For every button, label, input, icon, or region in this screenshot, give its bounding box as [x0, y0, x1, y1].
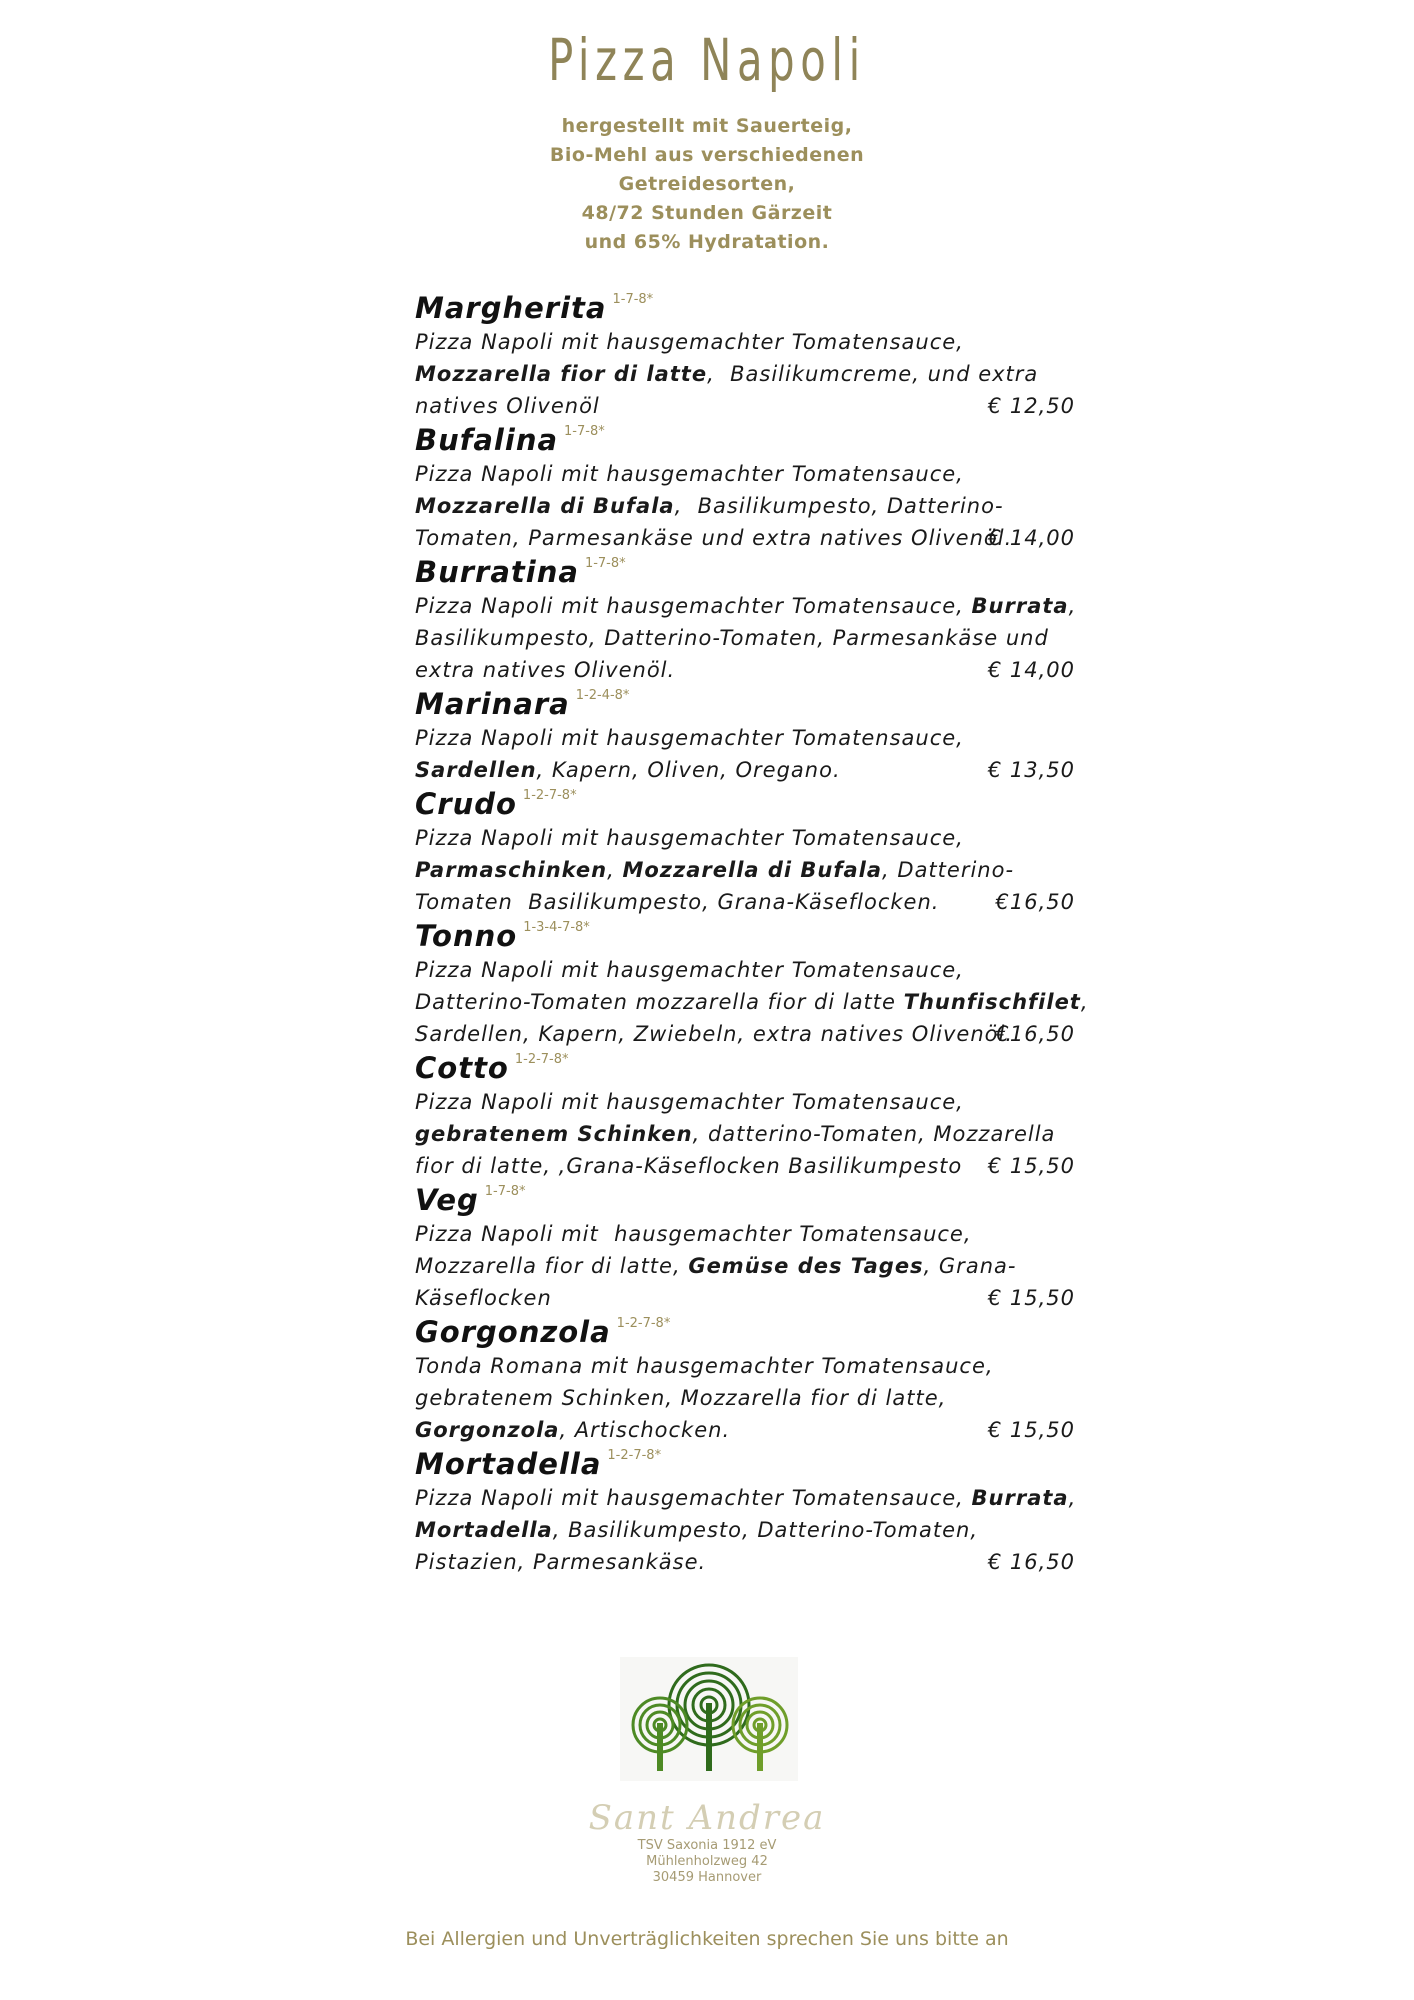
trees-logo-icon — [620, 1657, 798, 1781]
menu-item-header — [415, 422, 1115, 458]
allergen-codes: 1-7-8* — [484, 1184, 526, 1199]
description-text: Pizza Napoli mit hausgemachter Tomatensauce, — [415, 594, 972, 618]
description-line — [415, 590, 1115, 622]
menu-item-header — [415, 1182, 1115, 1218]
description-text: , Grana- — [923, 1254, 1017, 1278]
allergen-codes: 1-7-8* — [584, 556, 626, 571]
allergen-codes: 1-3-4-7-8* — [523, 920, 590, 935]
menu-item-header — [415, 686, 1115, 722]
menu-item-header — [415, 554, 1115, 590]
description-text: Pizza Napoli mit hausgemachter Tomatensauce, — [415, 1090, 964, 1114]
menu-item — [415, 554, 1115, 686]
description-text: , datterino-Tomaten, Mozzarella — [692, 1122, 1056, 1146]
allergen-codes: 1-2-7-8* — [514, 1052, 569, 1067]
menu-item-header — [415, 786, 1115, 822]
allergen-codes: 1-2-7-8* — [616, 1316, 671, 1331]
description-text: Pistazien, Parmesankäse. — [415, 1550, 707, 1574]
pizza-description — [415, 458, 1115, 554]
pizza-name: Gorgonzola — [415, 1315, 611, 1349]
pizza-description — [415, 954, 1115, 1050]
pizza-menu-list — [415, 290, 1115, 1578]
subtitle-line: Bio-Mehl aus verschiedenen — [549, 144, 865, 166]
description-line — [415, 490, 1115, 522]
pizza-description — [415, 326, 1115, 422]
pizza-price: € 15,50 — [987, 1418, 1075, 1442]
allergen-codes: 1-2-7-8* — [522, 788, 577, 803]
pizza-price: € 14,00 — [987, 526, 1075, 550]
description-line — [415, 1250, 1115, 1282]
pizza-name: Tonno — [415, 919, 518, 953]
description-text: gebratenem Schinken, Mozzarella fior di latte, — [415, 1386, 947, 1410]
subtitle-line: Getreidesorten, — [618, 173, 796, 195]
subtitle-line: hergestellt mit Sauerteig, — [561, 115, 853, 137]
pizza-price: € 16,50 — [987, 1550, 1075, 1574]
description-line — [415, 1482, 1115, 1514]
description-text: , Artischocken. — [559, 1418, 731, 1442]
subtitle-line: und 65% Hydratation. — [584, 231, 830, 253]
menu-item — [415, 1182, 1115, 1314]
description-line — [415, 458, 1115, 490]
menu-item-header — [415, 290, 1115, 326]
menu-item-header — [415, 1314, 1115, 1350]
allergen-codes: 1-2-4-8* — [575, 688, 630, 703]
allergen-codes: 1-7-8* — [564, 424, 605, 439]
description-line — [415, 326, 1115, 358]
pizza-description — [415, 1350, 1115, 1446]
menu-item-header — [415, 1446, 1115, 1482]
menu-item-header — [415, 1050, 1115, 1086]
pizza-name: Cotto — [415, 1051, 509, 1085]
description-line — [415, 1086, 1115, 1118]
description-text: extra natives Olivenöl. — [415, 658, 676, 682]
description-text: Tomaten, Parmesankäse und extra natives Olivenöl. — [415, 526, 1013, 550]
description-text: Tomaten Basilikumpesto, Grana-Käseflocken. — [415, 890, 940, 914]
description-text: , — [1068, 1486, 1077, 1510]
description-text: , — [1068, 594, 1077, 618]
description-text: Sardellen, Kapern, Zwiebeln, extra natives Olivenöl. — [415, 1022, 1014, 1046]
description-text: fior di latte, ,Grana-Käseflocken Basilikumpesto — [415, 1154, 963, 1178]
pizza-name: Bufalina — [415, 423, 559, 457]
allergen-codes: 1-2-7-8* — [607, 1448, 662, 1463]
ingredient-highlight: Gemüse des Tages — [688, 1254, 924, 1278]
description-text: Pizza Napoli mit hausgemachter Tomatensauce, — [415, 958, 964, 982]
menu-item-header — [415, 918, 1115, 954]
description-text: , Basilikumpesto, Datterino- — [674, 494, 1004, 518]
menu-item — [415, 1050, 1115, 1182]
pizza-name: Burratina — [415, 555, 579, 589]
description-line — [415, 358, 1115, 390]
menu-item — [415, 1446, 1115, 1578]
menu-item — [415, 686, 1115, 786]
description-line — [415, 1382, 1115, 1414]
description-text: Basilikumpesto, Datterino-Tomaten, Parmesankäse und — [415, 626, 1049, 650]
pizza-name: Margherita — [415, 291, 607, 325]
description-text: Pizza Napoli mit hausgemachter Tomatensauce, — [415, 1222, 972, 1246]
ingredient-highlight: Mozzarella di Bufala — [622, 858, 883, 882]
menu-item — [415, 786, 1115, 918]
pizza-name: Crudo — [415, 787, 517, 821]
ingredient-highlight: Burrata — [971, 1486, 1069, 1510]
description-text: Pizza Napoli mit hausgemachter Tomatensauce, — [415, 1486, 972, 1510]
address-line: 30459 Hannover — [652, 1870, 762, 1885]
description-text: Pizza Napoli mit hausgemachter Tomatensauce, — [415, 462, 964, 486]
description-line — [415, 986, 1115, 1018]
pizza-description — [415, 1482, 1115, 1578]
menu-item — [415, 918, 1115, 1050]
address-line: Mühlenholzweg 42 — [646, 1854, 768, 1869]
subtitle-line: 48/72 Stunden Gärzeit — [581, 202, 833, 224]
sant-andrea-logo — [620, 1657, 798, 1781]
allergen-codes: 1-7-8* — [612, 292, 654, 307]
description-text: , Basilikumcreme, und extra — [707, 362, 1039, 386]
address-line: TSV Saxonia 1912 eV — [637, 1838, 777, 1853]
pizza-name: Veg — [415, 1183, 479, 1217]
description-text: Mozzarella fior di latte, — [415, 1254, 689, 1278]
description-line — [415, 854, 1115, 886]
ingredient-highlight: gebratenem Schinken — [415, 1122, 693, 1146]
pizza-description — [415, 1086, 1115, 1182]
pizza-price: € 15,50 — [987, 1286, 1075, 1310]
description-text: , — [1080, 990, 1089, 1014]
description-text: Datterino-Tomaten mozzarella fior di latte — [415, 990, 904, 1014]
pizza-price: € 12,50 — [987, 394, 1075, 418]
description-line — [415, 1218, 1115, 1250]
menu-item — [415, 290, 1115, 422]
menu-title: Pizza Napoli — [548, 26, 866, 94]
pizza-description — [415, 822, 1115, 918]
ingredient-highlight: Mozzarella fior di latte — [415, 362, 708, 386]
pizza-price: €16,50 — [995, 1022, 1075, 1046]
ingredient-highlight: Sardellen — [415, 758, 537, 782]
ingredient-highlight: Thunfischfilet — [903, 990, 1081, 1014]
description-text: Pizza Napoli mit hausgemachter Tomatensauce, — [415, 726, 964, 750]
description-text: Tonda Romana mit hausgemachter Tomatensauce, — [415, 1354, 994, 1378]
pizza-price: € 15,50 — [987, 1154, 1075, 1178]
ingredient-highlight: Mozzarella di Bufala — [415, 494, 675, 518]
pizza-description — [415, 1218, 1115, 1314]
ingredient-highlight: Gorgonzola — [415, 1418, 560, 1442]
description-line — [415, 1350, 1115, 1382]
description-text: , Kapern, Oliven, Oregano. — [536, 758, 841, 782]
description-text: , Basilikumpesto, Datterino-Tomaten, — [552, 1518, 979, 1542]
allergy-note: Bei Allergien und Unverträglichkeiten sprechen Sie uns bitte an — [405, 1928, 1009, 1950]
pizza-price: €16,50 — [995, 890, 1075, 914]
pizza-price: € 13,50 — [987, 758, 1075, 782]
description-text: natives Olivenöl — [415, 394, 600, 418]
ingredient-highlight: Parmaschinken — [415, 858, 608, 882]
description-line — [415, 1118, 1115, 1150]
description-text: Pizza Napoli mit hausgemachter Tomatensauce, — [415, 330, 964, 354]
pizza-name: Mortadella — [415, 1447, 602, 1481]
ingredient-highlight: Mortadella — [415, 1518, 553, 1542]
description-text: Käseflocken — [415, 1286, 552, 1310]
brand-signature: Sant Andrea — [588, 1798, 826, 1838]
ingredient-highlight: Burrata — [971, 594, 1069, 618]
pizza-description — [415, 590, 1115, 686]
menu-item — [415, 422, 1115, 554]
description-line — [415, 954, 1115, 986]
description-line — [415, 722, 1115, 754]
club-address — [0, 1838, 1414, 1886]
description-line — [415, 622, 1115, 654]
menu-subtitle — [0, 112, 1414, 257]
description-text: , — [607, 858, 623, 882]
description-text: Pizza Napoli mit hausgemachter Tomatensauce, — [415, 826, 964, 850]
description-text: , Datterino- — [882, 858, 1015, 882]
menu-item — [415, 1314, 1115, 1446]
pizza-name: Marinara — [415, 687, 570, 721]
description-line — [415, 1514, 1115, 1546]
pizza-description — [415, 722, 1115, 786]
pizza-price: € 14,00 — [987, 658, 1075, 682]
description-line — [415, 822, 1115, 854]
